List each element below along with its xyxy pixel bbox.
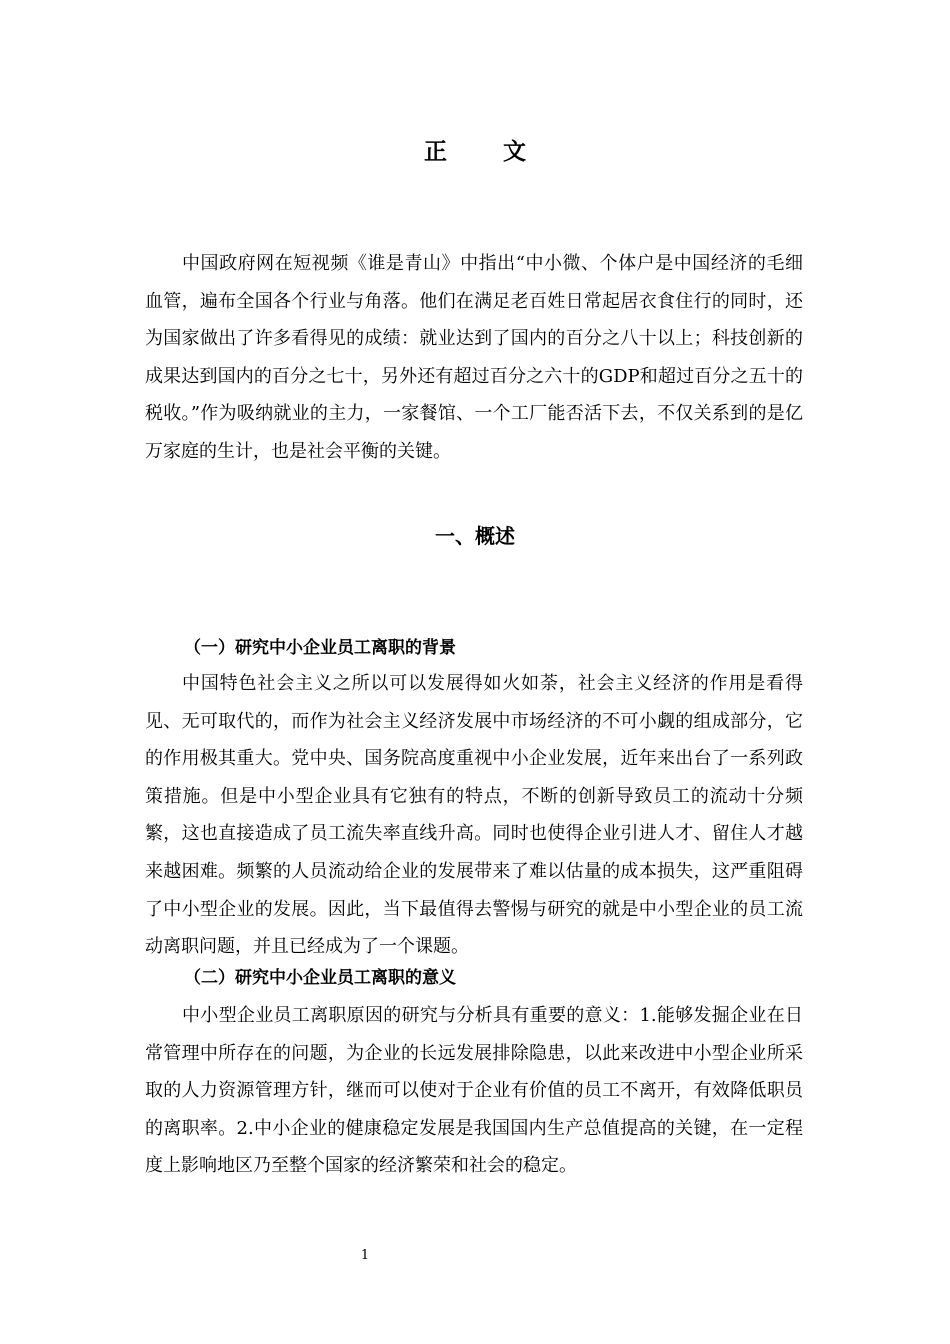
subsection-heading-background: （一）研究中小企业员工离职的背景 <box>184 638 456 658</box>
intro-paragraph: 中国政府网在短视频《谁是青山》中指出“中小微、个体户是中国经济的毛细血管，遍布全国各个行业与角落。他们在满足老百姓日常起居衣食住行的同时，还为国家做出了许多看得见的成绩：就业达到了国内的百分之八十以上；科技创新的成果达到国内的百分之七十，另外还有超过百分之六十的GDP和超过百分之五十的税收。”作为吸纳就业的主力，一家餐馆、一个工厂能否活下去，不仅关系到的是亿万家庭的生计，也是社会平衡的关键。 <box>145 253 803 462</box>
section-heading: 一、概述 <box>435 524 515 548</box>
page-number: 1 <box>360 1248 370 1263</box>
background-paragraph: 中国特色社会主义之所以可以发展得如火如荼，社会主义经济的作用是看得见、无可取代的，而作为社会主义经济发展中市场经济的不可小觑的组成部分，它的作用极其重大。党中央、国务院高度重视中小企业发展，近年来出台了一系列政策措施。但是中小型企业具有它独有的特点，不断的创新导致员工的流动十分频繁，这也直接造成了员工流失率直线升高。同时也使得企业引进人才、留住人才越来越困难。频繁的人员流动给企业的发展带来了难以估量的成本损失，这严重阻碍了中小型企业的发展。因此，当下最值得去警惕与研究的就是中小型企业的员工流动离职问题，并且已经成为了一个课题。 <box>145 673 803 958</box>
document-title: 正 文 <box>423 138 550 165</box>
subsection-heading-significance: （二）研究中小企业员工离职的意义 <box>184 968 456 988</box>
significance-paragraph: 中小型企业员工离职原因的研究与分析具有重要的意义：1.能够发掘企业在日常管理中所存在的问题，为企业的长远发展排除隐患，以此来改进中小型企业所采取的人力资源管理方针，继而可以使对于企业有价值的员工不离开，有效降低职员的离职率。2.中小企业的健康稳定发展是我国国内生产总值提高的关键，在一定程度上影响地区乃至整个国家的经济繁荣和社会的稳定。 <box>145 1005 803 1177</box>
